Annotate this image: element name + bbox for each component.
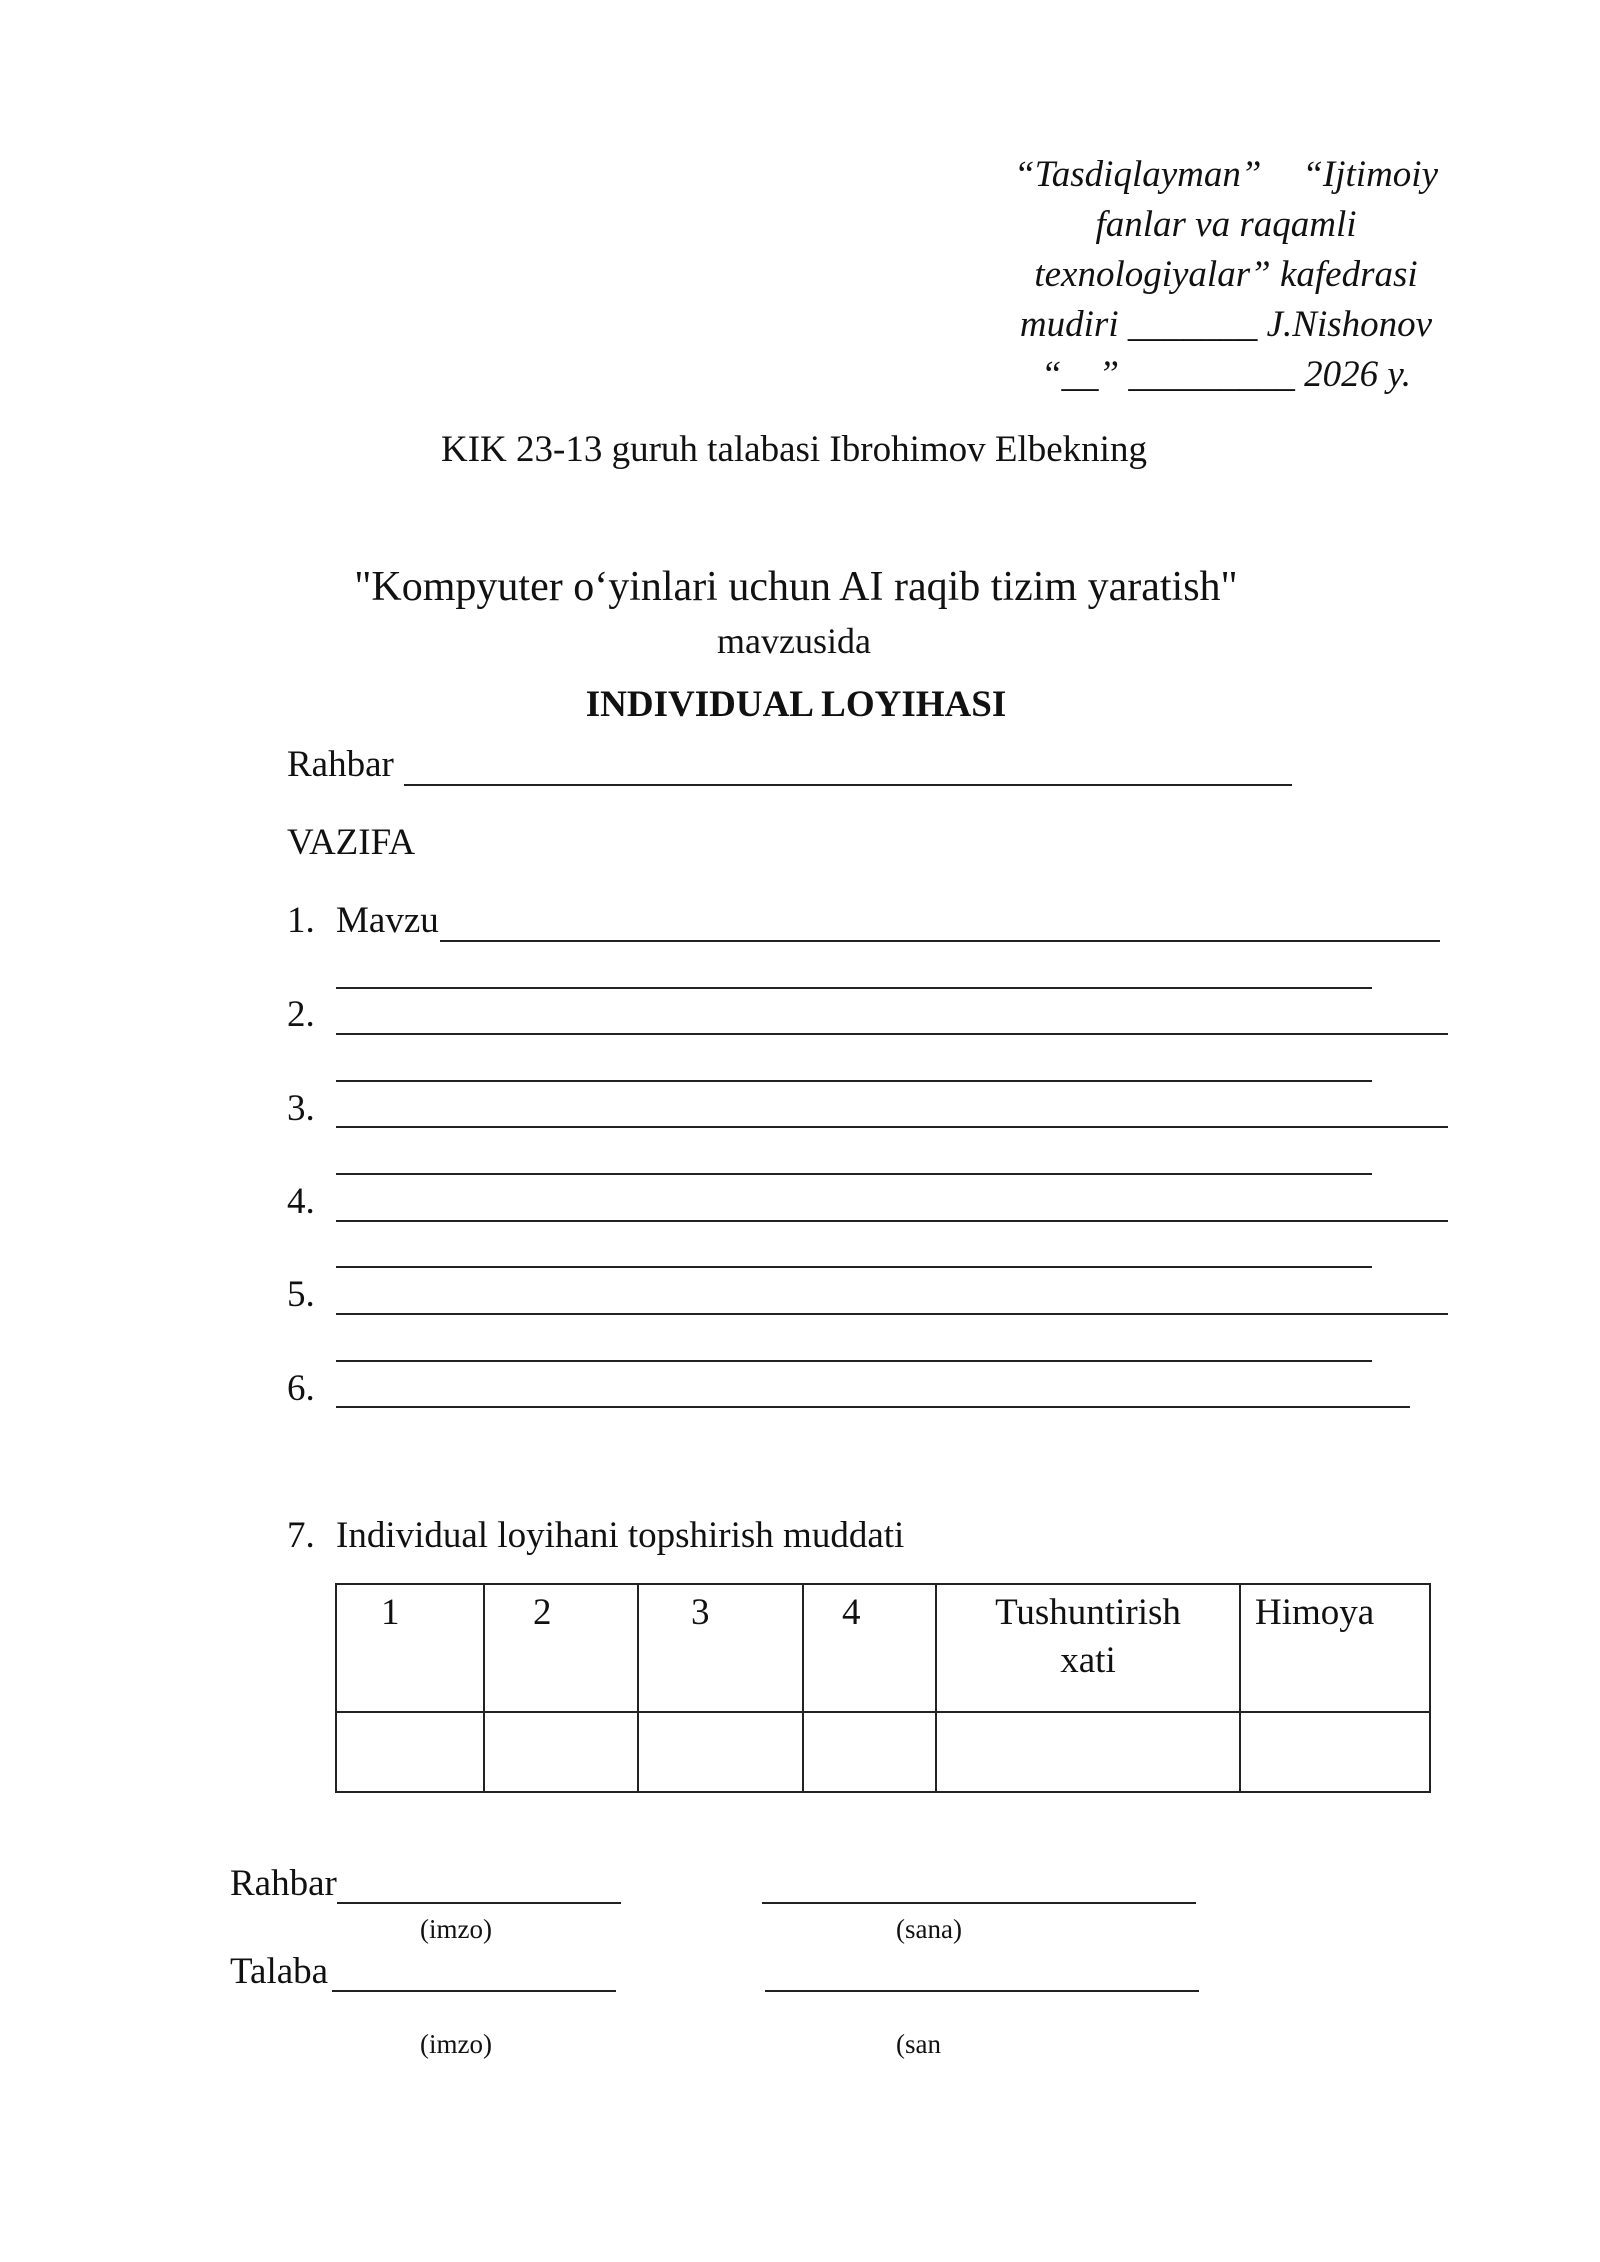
student-signature-line (332, 1990, 616, 1992)
task-item-number: 2. (287, 994, 315, 1035)
approval-line-3: texnologiyalar” kafedrasi (1034, 254, 1418, 295)
task-item-1-line-2 (336, 987, 1372, 989)
approval-line-4: mudiri _______ J.Nishonov (1019, 304, 1433, 345)
task-item-number: 7. (287, 1515, 315, 1556)
task-item-number: 1. (287, 900, 315, 941)
supervisor-signature-line (337, 1902, 621, 1904)
project-topic: "Kompyuter o‘yinlari uchun AI raqib tizim yaratish" (354, 564, 1238, 610)
task-item-4-line-2 (336, 1266, 1372, 1268)
approval-block (1014, 150, 1438, 400)
approval-word: “Tasdiqlayman” (1014, 154, 1262, 195)
task-item-4-line (336, 1220, 1448, 1222)
deadline-header-cell: Himoya (1240, 1584, 1430, 1712)
task-item-3-line-2 (336, 1173, 1372, 1175)
task-item-number: 3. (287, 1088, 315, 1129)
deadline-table-header-row (336, 1584, 1430, 1712)
supervisor-signature-label: Rahbar (230, 1863, 337, 1904)
student-signature-label: Talaba (230, 1951, 329, 1992)
deadline-table-row (336, 1712, 1430, 1792)
date-hint: (san (896, 2029, 941, 2059)
approval-line-2: fanlar va raqamli (1095, 204, 1357, 245)
task-item-number: 6. (287, 1368, 315, 1409)
deadline-table (335, 1583, 1431, 1793)
approval-line-5: “__” _________ 2026 y. (1040, 354, 1412, 395)
approval-line-1 (1014, 150, 1438, 200)
deadline-header-cell: 3 (638, 1584, 803, 1712)
task-item-2-line (336, 1033, 1448, 1035)
student-date-line (765, 1990, 1199, 1992)
task-item-6-line (336, 1406, 1410, 1408)
task-item-number: 4. (287, 1181, 315, 1222)
task-item-2-line-2 (336, 1080, 1372, 1082)
document-type-title: INDIVIDUAL LOYIHASI (585, 684, 1007, 725)
deadline-cell[interactable] (803, 1712, 936, 1792)
deadline-header-cell: 2 (484, 1584, 638, 1712)
date-hint: (sana) (896, 1914, 962, 1944)
supervisor-underline (404, 784, 1292, 786)
topic-suffix: mavzusida (717, 621, 871, 661)
deadline-header-cell: Tushuntirish xati (936, 1584, 1240, 1712)
task-item-5-line (336, 1313, 1448, 1315)
deadline-cell[interactable] (484, 1712, 638, 1792)
approval-department-start: “Ijtimoiy (1302, 154, 1438, 195)
task-item-label: Mavzu (336, 900, 439, 941)
deadline-label: Individual loyihani topshirish muddati (336, 1515, 905, 1556)
deadline-header-cell: 1 (336, 1584, 484, 1712)
deadline-cell[interactable] (638, 1712, 803, 1792)
deadline-cell[interactable] (936, 1712, 1240, 1792)
student-group-line: KIK 23-13 guruh talabasi Ibrohimov Elbekning (441, 429, 1147, 470)
task-heading: VAZIFA (287, 822, 416, 863)
deadline-cell[interactable] (1240, 1712, 1430, 1792)
supervisor-date-line (762, 1902, 1196, 1904)
signature-hint: (imzo) (420, 1914, 492, 1944)
deadline-header-cell: 4 (803, 1584, 936, 1712)
task-item-3-line (336, 1126, 1448, 1128)
deadline-cell[interactable] (336, 1712, 484, 1792)
task-item-5-line-2 (336, 1360, 1372, 1362)
task-item-number: 5. (287, 1274, 315, 1315)
supervisor-label: Rahbar (287, 744, 394, 785)
task-item-1-line (440, 940, 1440, 942)
signature-hint: (imzo) (420, 2029, 492, 2059)
